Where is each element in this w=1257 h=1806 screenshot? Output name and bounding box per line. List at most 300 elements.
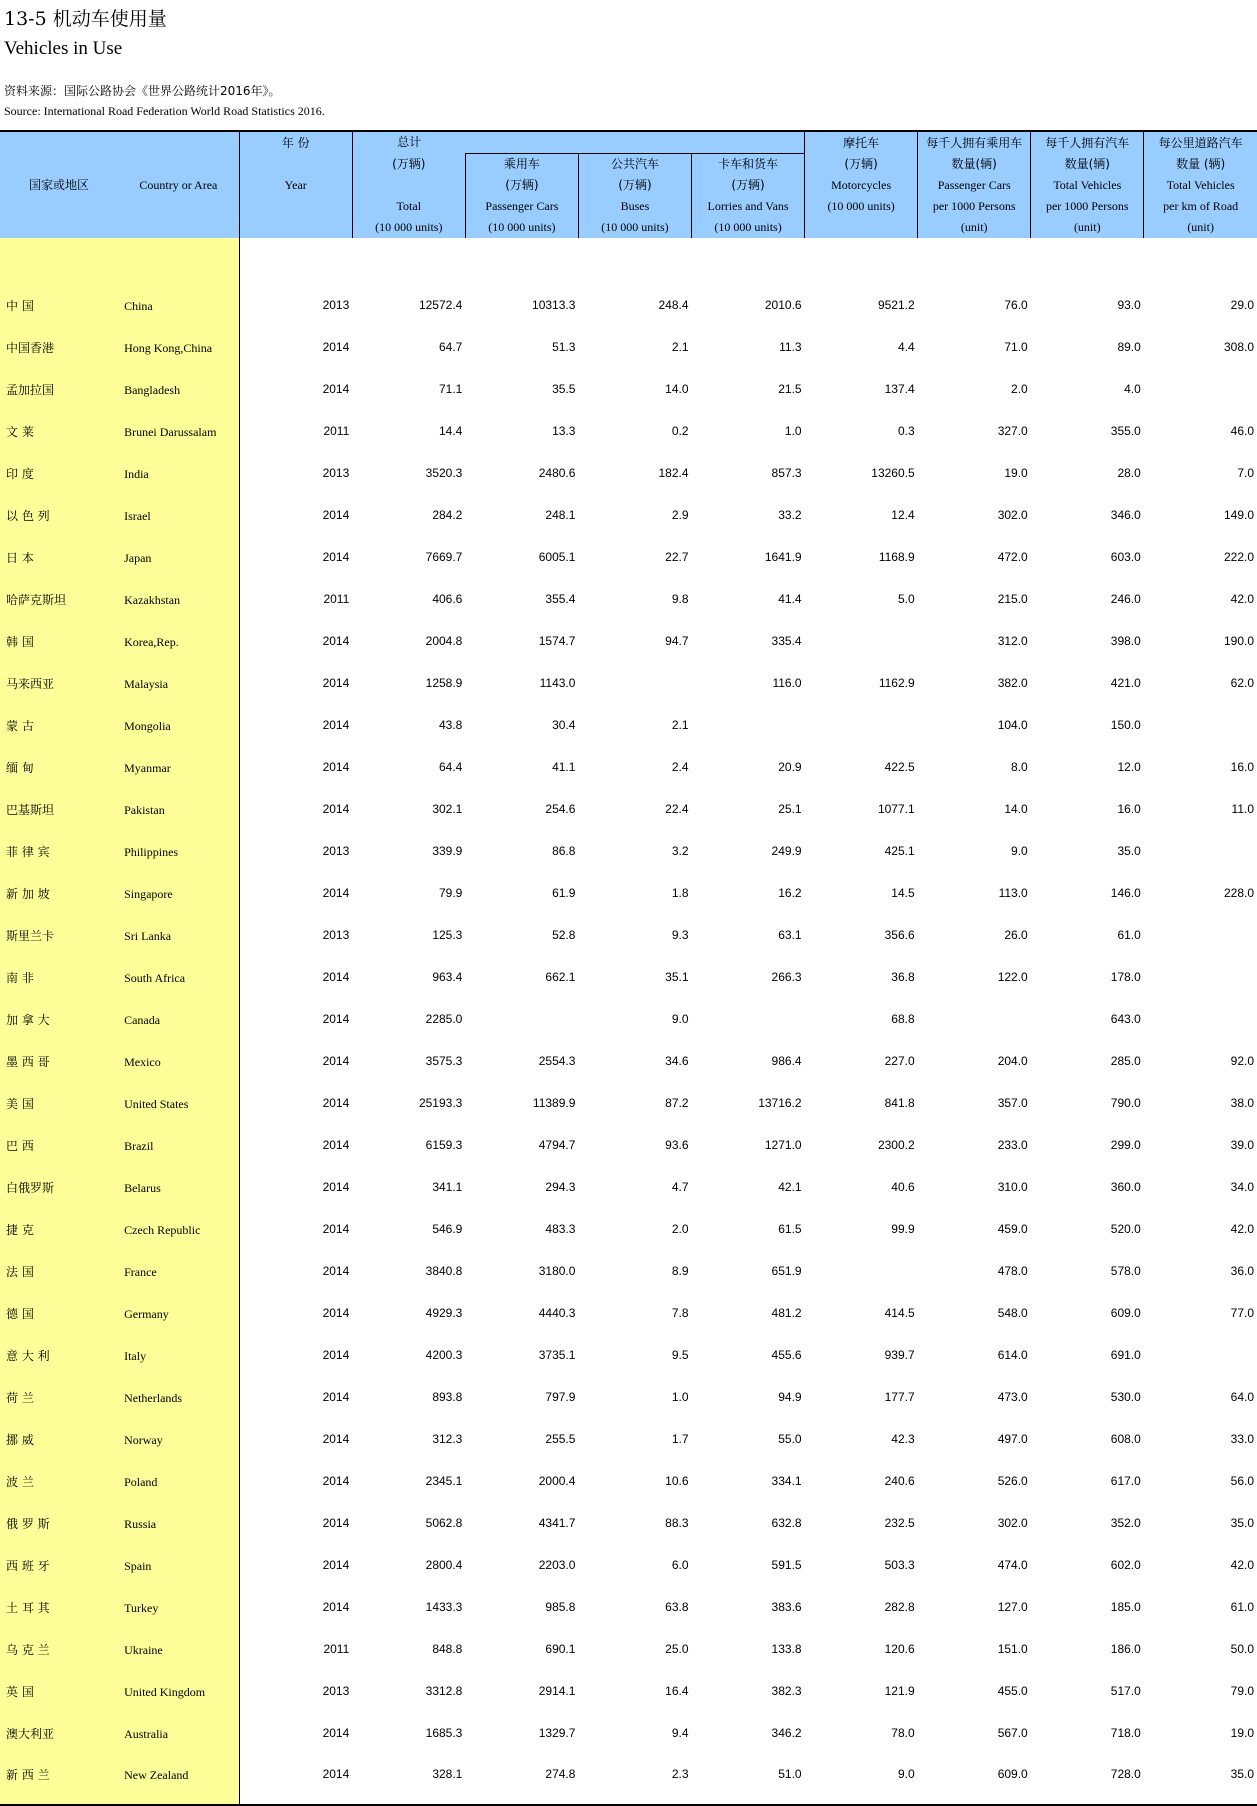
- cell-buses: 2.9: [671, 508, 689, 522]
- cell-buses: 93.6: [665, 1138, 689, 1152]
- table-row: [0, 1708, 1257, 1750]
- cell-lorries-vans: [692, 700, 805, 742]
- cell-year: 2014: [322, 1432, 350, 1446]
- cell-total: 14.4: [438, 424, 463, 438]
- cell-buses: 1.8: [671, 886, 689, 900]
- cell-lorries-vans: 42.1: [778, 1180, 802, 1194]
- cell-tv-per-1000: 603.0: [1110, 550, 1141, 564]
- cell-lorries-vans: 61.5: [778, 1222, 802, 1236]
- cell-tv-per-1000: 346.0: [1110, 508, 1141, 522]
- cell-motorcycles: 99.9: [891, 1222, 915, 1236]
- cell-per-km: 35.0: [1230, 1516, 1254, 1530]
- cell-per-km: 42.0: [1230, 1558, 1254, 1572]
- cell-passenger-cars: 86.8: [552, 844, 576, 858]
- table-row: [0, 1372, 1257, 1414]
- cell-per-km: 79.0: [1230, 1684, 1254, 1698]
- cell-per-km: 62.0: [1230, 676, 1254, 690]
- cell-motorcycles: 14.5: [891, 886, 915, 900]
- cell-passenger-cars: 4440.3: [538, 1306, 576, 1320]
- table-row: [0, 322, 1257, 364]
- cell-lorries-vans: 455.6: [771, 1348, 802, 1362]
- table-row: [0, 1036, 1257, 1078]
- cell-lorries-vans: 334.1: [771, 1474, 802, 1488]
- cell-country-en: Ukraine: [118, 1624, 239, 1666]
- table-row: [0, 1330, 1257, 1372]
- cell-motorcycles: 2300.2: [877, 1138, 915, 1152]
- cell-buses: 94.7: [665, 634, 689, 648]
- cell-per-km: 36.0: [1230, 1264, 1254, 1278]
- cell-buses: 4.7: [671, 1180, 689, 1194]
- cell-motorcycles: 503.3: [884, 1558, 915, 1572]
- cell-passenger-cars: 6005.1: [538, 550, 576, 564]
- cell-total: 312.3: [432, 1432, 463, 1446]
- cell-buses: 16.4: [665, 1684, 689, 1698]
- cell-tv-per-1000: 285.0: [1110, 1054, 1141, 1068]
- cell-total: 64.7: [438, 340, 463, 354]
- cell-total: 79.9: [438, 886, 463, 900]
- cell-country-cn: 菲 律 宾: [0, 826, 118, 868]
- cell-tv-per-1000: 246.0: [1110, 592, 1141, 606]
- cell-country-en: Kazakhstan: [118, 574, 239, 616]
- cell-lorries-vans: 41.4: [778, 592, 802, 606]
- cell-pc-per-1000: 567.0: [997, 1726, 1028, 1740]
- cell-buses: 9.8: [671, 592, 689, 606]
- table-row: [0, 616, 1257, 658]
- cell-country-cn: 英 国: [0, 1666, 118, 1708]
- cell-buses: 9.3: [671, 928, 689, 942]
- cell-country-cn: 澳大利亚: [0, 1708, 118, 1750]
- cell-country-cn: 法 国: [0, 1246, 118, 1288]
- cell-passenger-cars: 483.3: [545, 1222, 576, 1236]
- header-country-en: Country or Area: [118, 131, 239, 238]
- cell-passenger-cars: 1574.7: [538, 634, 576, 648]
- cell-motorcycles: 177.7: [884, 1390, 915, 1404]
- cell-pc-per-1000: 474.0: [997, 1558, 1028, 1572]
- cell-country-en: Japan: [118, 532, 239, 574]
- spacer-row: [0, 238, 1257, 280]
- header-vehicles-per-km: 每公里道路汽车 数量 (辆) Total Vehicles per km of Road (unit): [1144, 131, 1257, 238]
- table-row: [0, 364, 1257, 406]
- table-row: [0, 1624, 1257, 1666]
- cell-country-cn: 挪 威: [0, 1414, 118, 1456]
- cell-pc-per-1000: 609.0: [997, 1767, 1028, 1781]
- cell-per-km: [1144, 364, 1257, 406]
- cell-passenger-cars: 248.1: [545, 508, 576, 522]
- cell-passenger-cars: 255.5: [545, 1432, 576, 1446]
- cell-buses: 0.2: [671, 424, 689, 438]
- cell-tv-per-1000: 352.0: [1110, 1516, 1141, 1530]
- cell-tv-per-1000: 617.0: [1110, 1474, 1141, 1488]
- cell-country-en: Pakistan: [118, 784, 239, 826]
- cell-lorries-vans: 63.1: [778, 928, 802, 942]
- table-row: [0, 490, 1257, 532]
- cell-year: 2014: [322, 1264, 350, 1278]
- cell-motorcycles: 137.4: [884, 382, 915, 396]
- cell-country-cn: 西 班 牙: [0, 1540, 118, 1582]
- cell-country-en: India: [118, 448, 239, 490]
- cell-lorries-vans: 986.4: [771, 1054, 802, 1068]
- cell-pc-per-1000: 473.0: [997, 1390, 1028, 1404]
- cell-passenger-cars: 274.8: [545, 1767, 576, 1781]
- cell-country-cn: 孟加拉国: [0, 364, 118, 406]
- cell-per-km: 16.0: [1230, 760, 1254, 774]
- cell-motorcycles: 5.0: [897, 592, 915, 606]
- cell-pc-per-1000: 9.0: [1011, 844, 1028, 858]
- cell-total: 2285.0: [425, 1012, 463, 1026]
- cell-passenger-cars: [465, 994, 578, 1036]
- cell-country-en: Canada: [118, 994, 239, 1036]
- cell-motorcycles: 841.8: [884, 1096, 915, 1110]
- cell-year: 2014: [322, 1390, 350, 1404]
- cell-passenger-cars: 2480.6: [538, 466, 576, 480]
- cell-motorcycles: 40.6: [891, 1180, 915, 1194]
- cell-passenger-cars: 4794.7: [538, 1138, 576, 1152]
- cell-country-en: United Kingdom: [118, 1666, 239, 1708]
- cell-country-en: Norway: [118, 1414, 239, 1456]
- cell-country-cn: 以 色 列: [0, 490, 118, 532]
- cell-tv-per-1000: 4.0: [1124, 382, 1141, 396]
- cell-per-km: 11.0: [1231, 802, 1254, 816]
- cell-passenger-cars: 41.1: [552, 760, 576, 774]
- cell-year: 2014: [322, 550, 350, 564]
- cell-buses: 9.5: [671, 1348, 689, 1362]
- cell-country-cn: 哈萨克斯坦: [0, 574, 118, 616]
- table-row: [0, 1246, 1257, 1288]
- cell-pc-per-1000: 215.0: [997, 592, 1028, 606]
- cell-per-km: 50.0: [1230, 1642, 1254, 1656]
- source-note-en: Source: International Road Federation World Road Statistics 2016.: [4, 104, 325, 118]
- cell-pc-per-1000: 122.0: [997, 970, 1028, 984]
- cell-passenger-cars: 4341.7: [538, 1516, 576, 1530]
- cell-total: 71.1: [438, 382, 463, 396]
- cell-lorries-vans: 335.4: [771, 634, 802, 648]
- cell-year: 2011: [323, 592, 350, 606]
- spacer-row: [0, 1790, 1257, 1805]
- cell-lorries-vans: 21.5: [778, 382, 802, 396]
- table-row: [0, 1204, 1257, 1246]
- cell-passenger-cars: 355.4: [545, 592, 576, 606]
- cell-pc-per-1000: 455.0: [997, 1684, 1028, 1698]
- cell-country-en: New Zealand: [118, 1750, 239, 1790]
- cell-tv-per-1000: 790.0: [1110, 1096, 1141, 1110]
- cell-total: 3575.3: [425, 1054, 463, 1068]
- cell-passenger-cars: 690.1: [545, 1642, 576, 1656]
- cell-pc-per-1000: 233.0: [997, 1138, 1028, 1152]
- cell-buses: 8.9: [671, 1264, 689, 1278]
- cell-buses: 22.7: [665, 550, 689, 564]
- cell-year: 2014: [322, 1348, 350, 1362]
- cell-country-en: Hong Kong,China: [118, 322, 239, 364]
- cell-tv-per-1000: 35.0: [1117, 844, 1141, 858]
- cell-country-en: United States: [118, 1078, 239, 1120]
- table-row: [0, 826, 1257, 868]
- cell-year: 2014: [322, 760, 350, 774]
- cell-country-cn: 中国香港: [0, 322, 118, 364]
- cell-tv-per-1000: 718.0: [1110, 1726, 1141, 1740]
- cell-tv-per-1000: 578.0: [1110, 1264, 1141, 1278]
- cell-pc-per-1000: 459.0: [997, 1222, 1028, 1236]
- cell-motorcycles: 1077.1: [877, 802, 915, 816]
- cell-pc-per-1000: 478.0: [997, 1264, 1028, 1278]
- cell-passenger-cars: 11389.9: [532, 1096, 576, 1110]
- page-title-cn: 13-5 机动车使用量: [4, 8, 167, 30]
- cell-lorries-vans: 20.9: [778, 760, 802, 774]
- cell-country-en: Poland: [118, 1456, 239, 1498]
- table-row: [0, 1288, 1257, 1330]
- cell-passenger-cars: 51.3: [552, 340, 576, 354]
- table-row: [0, 952, 1257, 994]
- cell-year: 2014: [322, 1306, 350, 1320]
- cell-tv-per-1000: 608.0: [1110, 1432, 1141, 1446]
- cell-year: 2014: [322, 676, 350, 690]
- cell-pc-per-1000: 327.0: [997, 424, 1028, 438]
- cell-year: 2014: [322, 1726, 350, 1740]
- cell-passenger-cars: 2000.4: [538, 1474, 576, 1488]
- cell-motorcycles: 42.3: [891, 1432, 915, 1446]
- cell-total: 963.4: [432, 970, 463, 984]
- cell-passenger-cars: 2203.0: [538, 1558, 576, 1572]
- cell-country-en: Brazil: [118, 1120, 239, 1162]
- cell-country-en: Czech Republic: [118, 1204, 239, 1246]
- cell-year: 2014: [322, 1600, 350, 1614]
- cell-pc-per-1000: 113.0: [998, 886, 1028, 900]
- header-country-cn: 国家或地区: [0, 131, 118, 238]
- cell-total: 2345.1: [425, 1474, 463, 1488]
- cell-pc-per-1000: 19.0: [1004, 466, 1028, 480]
- cell-tv-per-1000: 517.0: [1110, 1684, 1141, 1698]
- cell-per-km: 39.0: [1230, 1138, 1254, 1152]
- cell-total: 848.8: [432, 1642, 463, 1656]
- cell-passenger-cars: 1329.7: [538, 1726, 576, 1740]
- cell-country-en: Netherlands: [118, 1372, 239, 1414]
- cell-pc-per-1000: 472.0: [997, 550, 1028, 564]
- cell-per-km: 38.0: [1230, 1096, 1254, 1110]
- cell-pc-per-1000: 204.0: [997, 1054, 1028, 1068]
- cell-country-en: China: [118, 280, 239, 322]
- table-row: [0, 448, 1257, 490]
- cell-buses: 87.2: [665, 1096, 689, 1110]
- cell-passenger-cars: 30.4: [552, 718, 576, 732]
- cell-motorcycles: 356.6: [884, 928, 915, 942]
- cell-pc-per-1000: 526.0: [997, 1474, 1028, 1488]
- cell-tv-per-1000: 16.0: [1117, 802, 1141, 816]
- cell-per-km: 29.0: [1230, 298, 1254, 312]
- cell-tv-per-1000: 602.0: [1110, 1558, 1141, 1572]
- cell-tv-per-1000: 643.0: [1110, 1012, 1141, 1026]
- cell-per-km: 42.0: [1230, 1222, 1254, 1236]
- cell-year: 2014: [322, 1096, 350, 1110]
- cell-tv-per-1000: 186.0: [1110, 1642, 1141, 1656]
- cell-lorries-vans: 857.3: [771, 466, 802, 480]
- cell-year: 2014: [322, 886, 350, 900]
- cell-passenger-cars: 3735.1: [538, 1348, 576, 1362]
- cell-tv-per-1000: 12.0: [1117, 760, 1141, 774]
- cell-passenger-cars: 35.5: [552, 382, 576, 396]
- cell-lorries-vans: 16.2: [778, 886, 802, 900]
- cell-total: 4200.3: [425, 1348, 463, 1362]
- cell-lorries-vans: 33.2: [778, 508, 802, 522]
- cell-tv-per-1000: 360.0: [1110, 1180, 1141, 1194]
- cell-year: 2013: [322, 1684, 350, 1698]
- table-row: [0, 658, 1257, 700]
- cell-lorries-vans: 51.0: [778, 1767, 802, 1781]
- cell-motorcycles: 0.3: [897, 424, 915, 438]
- cell-total: 406.6: [432, 592, 463, 606]
- cell-per-km: 33.0: [1230, 1432, 1254, 1446]
- cell-passenger-cars: 1143.0: [539, 676, 576, 690]
- cell-year: 2014: [322, 718, 350, 732]
- cell-pc-per-1000: 151.0: [997, 1642, 1028, 1656]
- cell-passenger-cars: 3180.0: [538, 1264, 576, 1278]
- cell-passenger-cars: 10313.3: [532, 298, 576, 312]
- cell-passenger-cars: 52.8: [552, 928, 576, 942]
- cell-country-en: Singapore: [118, 868, 239, 910]
- cell-country-cn: 斯里兰卡: [0, 910, 118, 952]
- cell-total: 3840.8: [425, 1264, 463, 1278]
- cell-country-en: Korea,Rep.: [118, 616, 239, 658]
- vehicles-table: [0, 130, 1257, 1806]
- cell-per-km: 42.0: [1230, 592, 1254, 606]
- cell-motorcycles: 422.5: [884, 760, 915, 774]
- cell-country-cn: 文 莱: [0, 406, 118, 448]
- cell-buses: 7.8: [671, 1306, 689, 1320]
- cell-country-cn: 捷 克: [0, 1204, 118, 1246]
- cell-total: 64.4: [438, 760, 463, 774]
- cell-year: 2014: [322, 802, 350, 816]
- cell-country-cn: 日 本: [0, 532, 118, 574]
- cell-total: 43.8: [438, 718, 463, 732]
- cell-country-cn: 意 大 利: [0, 1330, 118, 1372]
- cell-buses: 35.1: [665, 970, 689, 984]
- cell-passenger-cars: 797.9: [545, 1390, 576, 1404]
- cell-buses: 2.4: [671, 760, 689, 774]
- cell-year: 2011: [323, 1642, 350, 1656]
- cell-motorcycles: 9.0: [897, 1767, 915, 1781]
- cell-tv-per-1000: 299.0: [1110, 1138, 1141, 1152]
- cell-tv-per-1000: 150.0: [1110, 718, 1141, 732]
- table-row: [0, 700, 1257, 742]
- header-passenger-cars: 乘用车 (万辆) Passenger Cars (10 000 units): [465, 154, 578, 239]
- cell-lorries-vans: 1.0: [784, 424, 802, 438]
- cell-tv-per-1000: 355.0: [1110, 424, 1141, 438]
- cell-motorcycles: 282.8: [884, 1600, 915, 1614]
- cell-lorries-vans: 249.9: [771, 844, 802, 858]
- cell-country-cn: 白俄罗斯: [0, 1162, 118, 1204]
- cell-total: 302.1: [432, 802, 463, 816]
- cell-pc-per-1000: 14.0: [1004, 802, 1028, 816]
- cell-per-km: 308.0: [1223, 340, 1254, 354]
- table-body: [0, 238, 1257, 1805]
- cell-country-cn: 荷 兰: [0, 1372, 118, 1414]
- cell-per-km: [1144, 952, 1257, 994]
- cell-year: 2014: [322, 1138, 350, 1152]
- cell-total: 1258.9: [425, 676, 463, 690]
- cell-pc-per-1000: 310.0: [997, 1180, 1028, 1194]
- cell-pc-per-1000: 2.0: [1011, 382, 1028, 396]
- cell-buses: 2.1: [671, 340, 689, 354]
- cell-pc-per-1000: 548.0: [997, 1306, 1028, 1320]
- cell-country-cn: 印 度: [0, 448, 118, 490]
- cell-total: 5062.8: [425, 1516, 463, 1530]
- cell-total: 284.2: [432, 508, 463, 522]
- page-title-en: Vehicles in Use: [4, 38, 123, 59]
- cell-total: 546.9: [432, 1222, 463, 1236]
- cell-country-en: Germany: [118, 1288, 239, 1330]
- cell-year: 2014: [322, 508, 350, 522]
- cell-motorcycles: 120.6: [884, 1642, 915, 1656]
- table-header: [0, 131, 1257, 238]
- cell-year: 2014: [322, 1180, 350, 1194]
- cell-pc-per-1000: 357.0: [997, 1096, 1028, 1110]
- cell-country-en: France: [118, 1246, 239, 1288]
- header-motorcycles: 摩托车 (万辆) Motorcycles (10 000 units): [805, 131, 918, 238]
- cell-motorcycles: 1162.9: [878, 676, 915, 690]
- cell-year: 2014: [322, 1012, 350, 1026]
- cell-total: 125.3: [432, 928, 463, 942]
- table-row: [0, 1414, 1257, 1456]
- cell-country-cn: 新 加 坡: [0, 868, 118, 910]
- cell-country-en: Russia: [118, 1498, 239, 1540]
- cell-passenger-cars: 2554.3: [538, 1054, 576, 1068]
- cell-country-cn: 德 国: [0, 1288, 118, 1330]
- cell-buses: 248.4: [658, 298, 689, 312]
- cell-tv-per-1000: 89.0: [1117, 340, 1141, 354]
- cell-country-cn: 美 国: [0, 1078, 118, 1120]
- cell-country-cn: 新 西 兰: [0, 1750, 118, 1790]
- cell-lorries-vans: 13716.2: [758, 1096, 802, 1110]
- cell-motorcycles: [805, 700, 918, 742]
- cell-per-km: 64.0: [1230, 1390, 1254, 1404]
- cell-buses: 2.0: [671, 1222, 689, 1236]
- table-row: [0, 1120, 1257, 1162]
- cell-lorries-vans: 116.0: [772, 676, 802, 690]
- cell-country-en: Brunei Darussalam: [118, 406, 239, 448]
- cell-country-cn: 俄 罗 斯: [0, 1498, 118, 1540]
- cell-buses: 1.7: [671, 1432, 689, 1446]
- cell-pc-per-1000: 71.0: [1004, 340, 1028, 354]
- cell-motorcycles: 227.0: [884, 1054, 915, 1068]
- cell-motorcycles: 36.8: [891, 970, 915, 984]
- cell-tv-per-1000: 146.0: [1110, 886, 1141, 900]
- cell-year: 2014: [322, 340, 350, 354]
- cell-buses: 9.4: [671, 1726, 689, 1740]
- cell-year: 2013: [322, 466, 350, 480]
- table-row: [0, 994, 1257, 1036]
- header-year: 年 份 Year: [239, 131, 352, 238]
- cell-country-cn: 波 兰: [0, 1456, 118, 1498]
- cell-total: 328.1: [432, 1767, 463, 1781]
- cell-pc-per-1000: 382.0: [997, 676, 1028, 690]
- cell-lorries-vans: 591.5: [771, 1558, 802, 1572]
- cell-total: 4929.3: [425, 1306, 463, 1320]
- cell-country-cn: 南 非: [0, 952, 118, 994]
- cell-country-en: Sri Lanka: [118, 910, 239, 952]
- cell-lorries-vans: 1641.9: [764, 550, 802, 564]
- cell-pc-per-1000: 312.0: [997, 634, 1028, 648]
- cell-per-km: [1144, 910, 1257, 952]
- cell-buses: 182.4: [658, 466, 689, 480]
- cell-passenger-cars: 254.6: [545, 802, 576, 816]
- cell-total: 1685.3: [425, 1726, 463, 1740]
- cell-total: 2800.4: [425, 1558, 463, 1572]
- cell-lorries-vans: 11.3: [779, 340, 802, 354]
- cell-motorcycles: 4.4: [897, 340, 915, 354]
- cell-year: 2014: [322, 1474, 350, 1488]
- cell-country-en: Myanmar: [118, 742, 239, 784]
- source-note-cn: 资料来源：国际公路协会《世界公路统计2016年》。: [4, 84, 281, 98]
- cell-total: 3520.3: [425, 466, 463, 480]
- cell-buses: 2.1: [671, 718, 689, 732]
